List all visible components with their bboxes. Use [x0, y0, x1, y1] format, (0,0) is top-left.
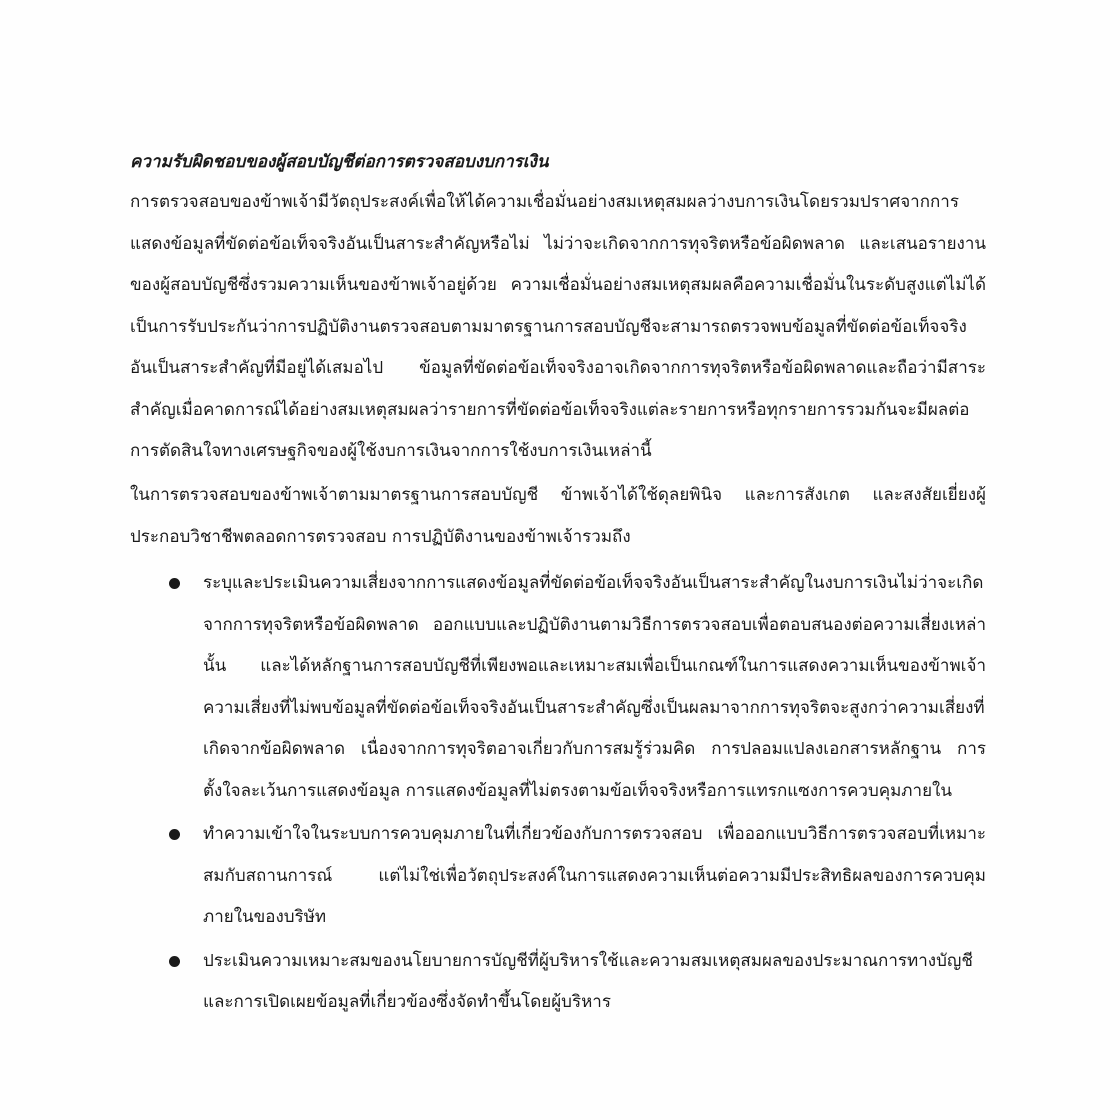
- paragraph-audit-objectives: การตรวจสอบของข้าพเจ้ามีวัตถุประสงค์เพื่อให้ได้ความเชื่อมั่นอย่างสมเหตุสมผลว่างบการเงินโดยรวมปราศจากการแสดงข้อมูลที่ขัดต่อข้อเท็จจริงอันเป็นสาระสำคัญหรือไม่ ไม่ว่าจะเกิดจากการทุจริตหรือข้อผิดพลาด และเสนอรายงานของผู้สอบบัญชีซึ่งรวมความเห็นของข้าพเจ้าอยู่ด้วย ความเชื่อมั่นอย่างสมเหตุสมผลคือความเชื่อมั่นในระดับสูงแต่ไม่ได้เป็นการรับประกันว่าการปฏิบัติงานตรวจสอบตามมาตรฐานการสอบบัญชีจะสามารถตรวจพบข้อมูลที่ขัดต่อข้อเท็จจริงอันเป็นสาระสำคัญที่มีอยู่ได้เสมอไป ข้อมูลที่ขัดต่อข้อเท็จจริงอาจเกิดจากการทุจริตหรือข้อผิดพลาดและถือว่ามีสาระสำคัญเมื่อคาดการณ์ได้อย่างสมเหตุสมผลว่ารายการที่ขัดต่อข้อเท็จจริงแต่ละรายการหรือทุกรายการรวมกันจะมีผลต่อการตัดสินใจทางเศรษฐกิจของผู้ใช้งบการเงินจากการใช้งบการเงินเหล่านี้: [130, 192, 986, 461]
- bullet-icon: [169, 578, 180, 589]
- list-item-text: ประเมินความเหมาะสมของนโยบายการบัญชีที่ผู้บริหารใช้และความสมเหตุสมผลของประมาณการทางบัญชีและการเปิดเผยข้อมูลที่เกี่ยวข้องซึ่งจัดทำขึ้นโดยผู้บริหาร: [203, 950, 973, 1012]
- list-item-text: ทำความเข้าใจในระบบการควบคุมภายในที่เกี่ยวข้องกับการตรวจสอบ เพื่อออกแบบวิธีการตรวจสอบที่เหมาะสมกับสถานการณ์ แต่ไม่ใช่เพื่อวัตถุประสงค์ในการแสดงความเห็นต่อความมีประสิทธิผลของการควบคุมภายในของบริษัท: [203, 824, 986, 927]
- list-item: [130, 563, 986, 812]
- section-heading: ความรับผิดชอบของผู้สอบบัญชีต่อการตรวจสอบงบการเงิน: [130, 152, 549, 172]
- list-item: [130, 814, 986, 939]
- list-item-text: ระบุและประเมินความเสี่ยงจากการแสดงข้อมูลที่ขัดต่อข้อเท็จจริงอันเป็นสาระสำคัญในงบการเงินไม่ว่าจะเกิดจากการทุจริตหรือข้อผิดพลาด ออกแบบและปฏิบัติงานตามวิธีการตรวจสอบเพื่อตอบสนองต่อความเสี่ยงเหล่านั้น และได้หลักฐานการสอบบัญชีที่เพียงพอและเหมาะสมเพื่อเป็นเกณฑ์ในการแสดงความเห็นของข้าพเจ้า ความเสี่ยงที่ไม่พบข้อมูลที่ขัดต่อข้อเท็จจริงอันเป็นสาระสำคัญซึ่งเป็นผลมาจากการทุจริตจะสูงกว่าความเสี่ยงที่เกิดจากข้อผิดพลาด เนื่องจากการทุจริตอาจเกี่ยวกับการสมรู้ร่วมคิด การปลอมแปลงเอกสารหลักฐาน การตั้งใจละเว้นการแสดงข้อมูล การแสดงข้อมูลที่ไม่ตรงตามข้อเท็จจริงหรือการแทรกแซงการควบคุมภายใน: [203, 573, 986, 801]
- paragraph-professional-judgment: ในการตรวจสอบของข้าพเจ้าตามมาตรฐานการสอบบัญชี ข้าพเจ้าได้ใช้ดุลยพินิจ และการสังเกต และสงสัยเยี่ยงผู้ประกอบวิชาชีพตลอดการตรวจสอบ การปฏิบัติงานของข้าพเจ้ารวมถึง: [130, 485, 986, 547]
- bullet-icon: [169, 956, 180, 967]
- audit-procedures-list: [130, 563, 986, 1026]
- list-item: [130, 941, 986, 1024]
- bullet-icon: [169, 829, 180, 840]
